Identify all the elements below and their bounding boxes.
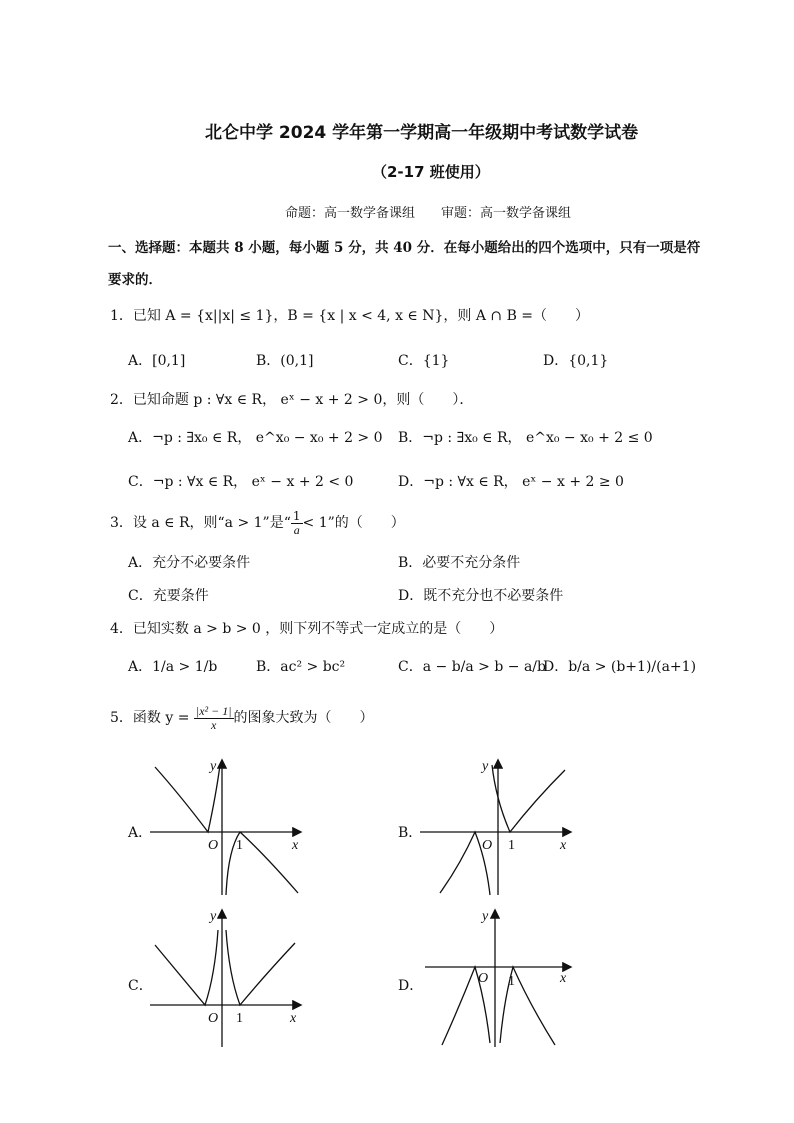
question-2-option-b: B．¬p : ∃x₀ ∈ R， e^x₀ − x₀ + 2 ≤ 0 (398, 430, 653, 446)
question-5-stem-pre: 5．函数 y = (110, 710, 194, 727)
exam-subtitle: （2-17 班使用） (372, 163, 490, 181)
question-1-option-b: B．(0,1] (256, 353, 314, 369)
graph-c-tick: 1 (236, 1011, 243, 1026)
graph-a-curve-left (155, 765, 220, 832)
question-5-fraction (194, 705, 234, 731)
graph-d-tick: 1 (508, 974, 515, 989)
graph-c (150, 905, 310, 1050)
question-2-option-a: A．¬p : ∃x₀ ∈ R， e^x₀ − x₀ + 2 > 0 (128, 430, 383, 446)
question-1-option-c: C．{1} (398, 353, 450, 369)
question-5-frac-den: x (211, 717, 217, 732)
section-heading-line2: 要求的． (108, 272, 162, 288)
graph-d (420, 905, 580, 1050)
graph-d-label: D． (398, 978, 424, 994)
graph-c-curve-right (226, 930, 295, 1005)
graph-a-tick: 1 (236, 838, 243, 853)
graph-b-origin: O (482, 838, 493, 853)
graph-b (420, 755, 580, 900)
graph-d-origin: O (478, 971, 489, 986)
question-4-option-d: D．b/a > (b+1)/(a+1) (543, 659, 697, 675)
question-3-fraction (291, 510, 303, 536)
graph-d-y-label: y (482, 909, 489, 924)
question-3-stem (110, 510, 405, 536)
question-1-option-d: D．{0,1} (543, 353, 609, 369)
question-3-option-c: C．充要条件 (128, 588, 209, 604)
exam-title: 北仑中学 2024 学年第一学期高一年级期中考试数学试卷 (205, 123, 639, 143)
graph-a-origin: O (208, 838, 219, 853)
graph-a-label: A． (128, 825, 153, 841)
question-3-frac-den: a (293, 522, 300, 537)
graph-c-label: C． (128, 978, 153, 994)
question-3-option-a: A．充分不必要条件 (128, 555, 251, 571)
question-5-stem (110, 705, 374, 731)
question-2-option-c: C．¬p : ∀x ∈ R， eˣ − x + 2 < 0 (128, 474, 354, 490)
graph-c-origin: O (208, 1011, 219, 1026)
graph-c-curve-left (155, 930, 218, 1005)
graph-b-curve-right (492, 765, 565, 832)
graph-a-y-label: y (210, 759, 217, 774)
question-1-option-a: A．[0,1] (128, 353, 186, 369)
question-4-option-b: B．ac² > bc² (256, 659, 346, 675)
question-2-option-d: D．¬p : ∀x ∈ R， eˣ − x + 2 ≥ 0 (398, 474, 624, 490)
graph-c-x-label: x (290, 1011, 297, 1026)
section-heading-line1: 一、选择题：本题共 8 小题，每小题 5 分，共 40 分．在每小题给出的四个选项中，只有一项是符 (108, 240, 701, 256)
graph-b-label: B． (398, 825, 423, 841)
graph-a-x-label: x (292, 838, 299, 853)
graph-b-tick: 1 (508, 838, 515, 853)
graph-d-x-label: x (560, 971, 567, 986)
question-4-option-a: A．1/a > 1/b (128, 659, 218, 675)
question-4-stem: 4．已知实数 a > b > 0 ，则下列不等式一定成立的是（ ） (110, 621, 504, 637)
graph-c-y-label: y (210, 909, 217, 924)
graph-b-y-label: y (482, 759, 489, 774)
question-3-stem-post: < 1”的（ ） (302, 515, 405, 532)
graph-a (150, 755, 310, 900)
question-5-stem-post: 的图象大致为（ ） (233, 710, 374, 727)
question-3-stem-pre: 3．设 a ∈ R，则“a > 1”是“ (110, 515, 291, 532)
question-3-frac-num: 1 (292, 509, 301, 523)
graph-b-x-label: x (560, 838, 567, 853)
question-3-option-d: D．既不充分也不必要条件 (398, 588, 564, 604)
question-1-stem: 1．已知 A = {x||x| ≤ 1}，B = {x | x < 4, x ∈ N}，则 A ∩ B =（ ） (110, 308, 590, 324)
question-5-frac-num: |x² − 1| (195, 704, 232, 718)
exam-authors: 命题：高一数学备课组 审题：高一数学备课组 (285, 206, 572, 221)
question-3-option-b: B．必要不充分条件 (398, 555, 521, 571)
question-4-option-c: C．a − b/a > b − a/b (398, 659, 546, 675)
question-2-stem: 2．已知命题 p : ∀x ∈ R， eˣ − x + 2 > 0，则（ ）． (110, 392, 474, 408)
